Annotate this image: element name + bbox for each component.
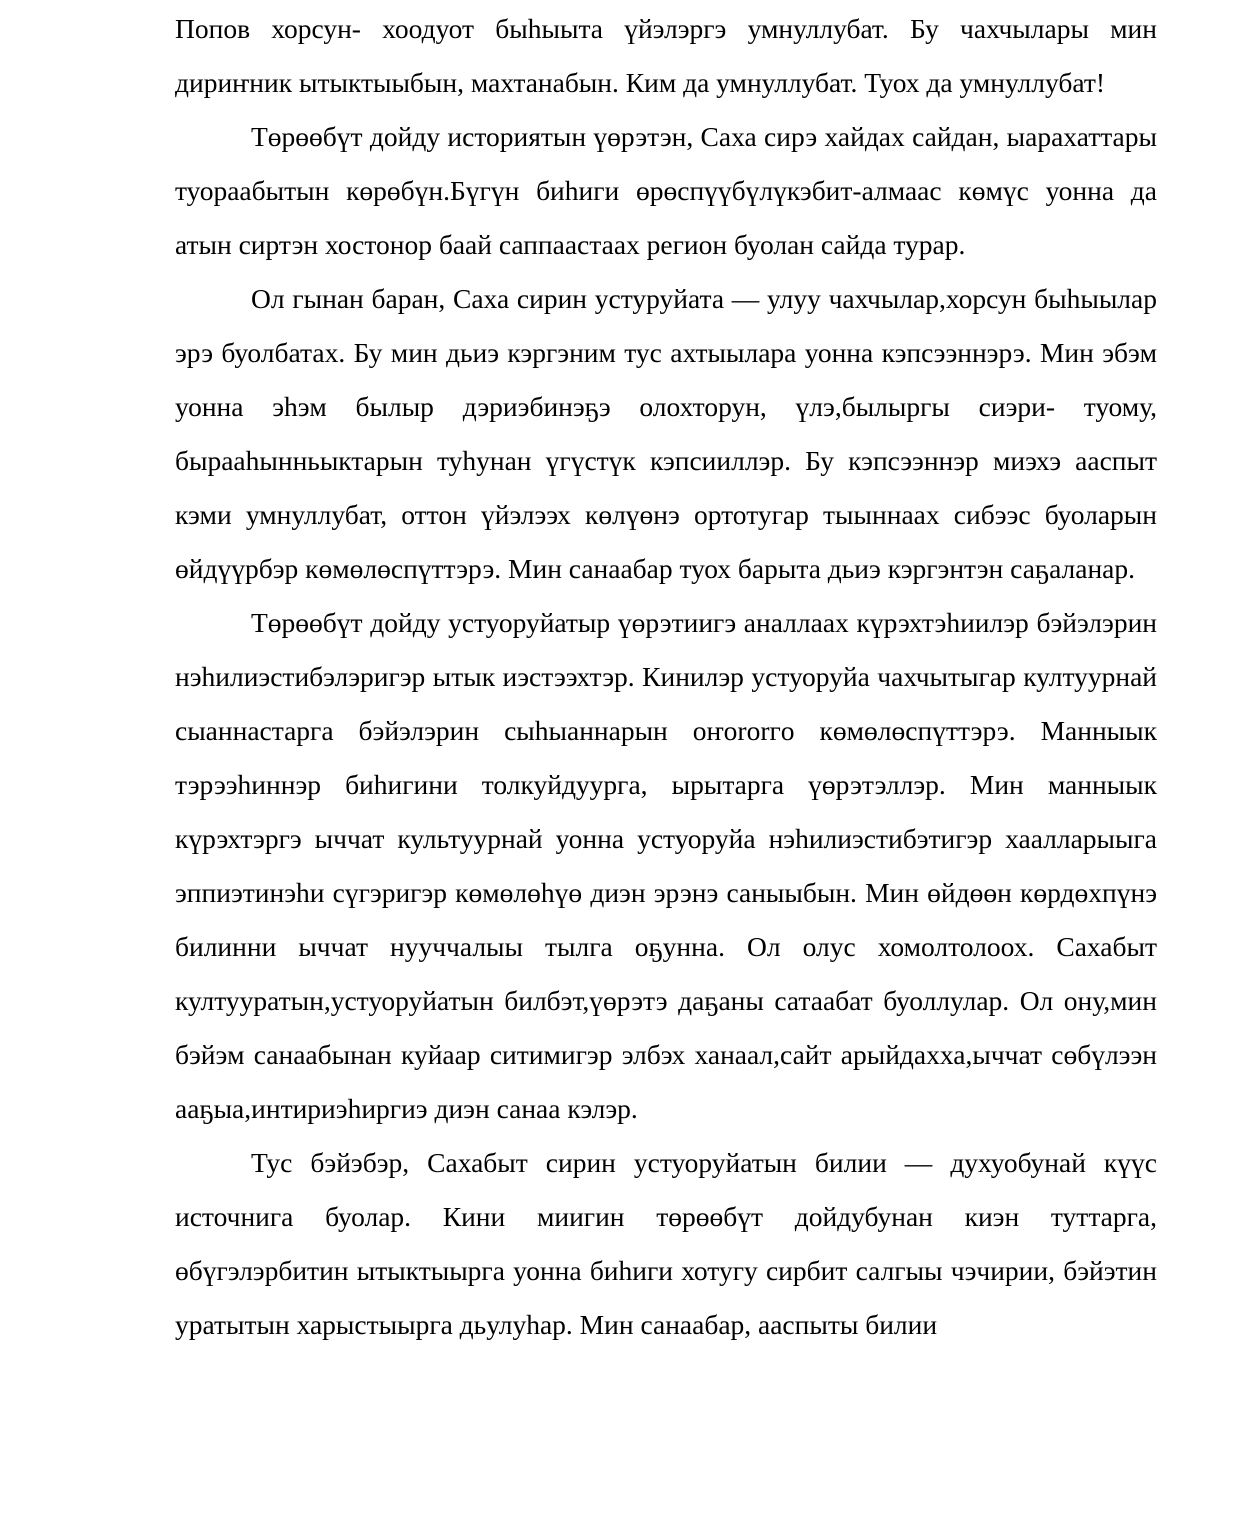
paragraph-3: Ол гынан баран, Саха сирин устуруйата — улуу чахчылар,хорсун быһыылар эрэ буолбатах. Бу мин дьиэ кэргэним тус ахтыылара уонна кэпсээннэрэ. Мин эбэм уонна эһэм былыр дэриэбинэҕэ олохторун, үлэ,былыргы сиэри- туому, бырааһынньыктарын туһунан үгүстүк кэпсииллэр. Бу кэпсээннэр миэхэ ааспыт кэми умнуллубат, оттон үйэлээх көлүөнэ ортотугар тыыннаах сибээс буоларын өйдүүрбэр көмөлөспүттэрэ. Мин санаабар туох барыта дьиэ кэргэнтэн саҕаланар. <box>175 283 1157 584</box>
document-text-column <box>175 2 1157 1352</box>
paragraph-5: Тус бэйэбэр, Сахабыт сирин устуоруйатын билии — духуобунай күүс источнига буолар. Кини миигин төрөөбүт дойдубунан киэн туттарга, өбүгэлэрбитин ытыктыырга уонна биһиги хотугу сирбит салгыы чэчирии, бэйэтин уратытын харыстыырга дьулуһар. Мин санаабар, ааспыты билии <box>175 1147 1157 1340</box>
paragraph-2: Төрөөбүт дойду историятын үөрэтэн, Саха сирэ хайдах сайдан, ыарахаттары туораабытын көрөбүн.Бүгүн биһиги өрөспүүбүлүкэбит-алмаас көмүс уонна да атын сиртэн хостонор баай саппаастаах регион буолан сайда турар. <box>175 121 1157 260</box>
paragraph-1: Попов хорсун- хоодуот быһыыта үйэлэргэ умнуллубат. Бу чахчылары мин дириҥник ытыктыыбын, махтанабын. Ким да умнуллубат. Туох да умнуллубат! <box>175 13 1157 98</box>
paragraph-4: Төрөөбүт дойду устуоруйатыр үөрэтиигэ аналлаах күрэхтэһиилэр бэйэлэрин нэһилиэстибэлэригэр ытык иэстээхтэр. Кинилэр устуоруйа чахчытыгар култуурнай сыаннастарга бэйэлэрин сыһыаннарын оҥororгo көмөлөспүттэрэ. Манныык тэрээһиннэр биһигини толкуйдуурга, ырытарга үөрэтэллэр. Мин манныык күрэхтэргэ ыччат культуурнай уонна устуоруйа нэһилиэстибэтигэр хаалларыыга эппиэтинэһи сүгэригэр көмөлөһүө диэн эрэнэ саныыбын. Мин өйдөөн көрдөхпүнэ билинни ыччат нууччалыы тылга оҕунна. Ол олус хомолтолоох. Сахабыт култууратын,устуоруйатын билбэт,үөрэтэ даҕаны сатаабат буоллулар. Ол ону,мин бэйэм санаабынан куйаар ситимигэр элбэх ханаал,сайт арыйдахха,ыччат сөбүлээн ааҕыа,интириэһиргиэ диэн санаа кэлэр. <box>175 607 1157 1124</box>
